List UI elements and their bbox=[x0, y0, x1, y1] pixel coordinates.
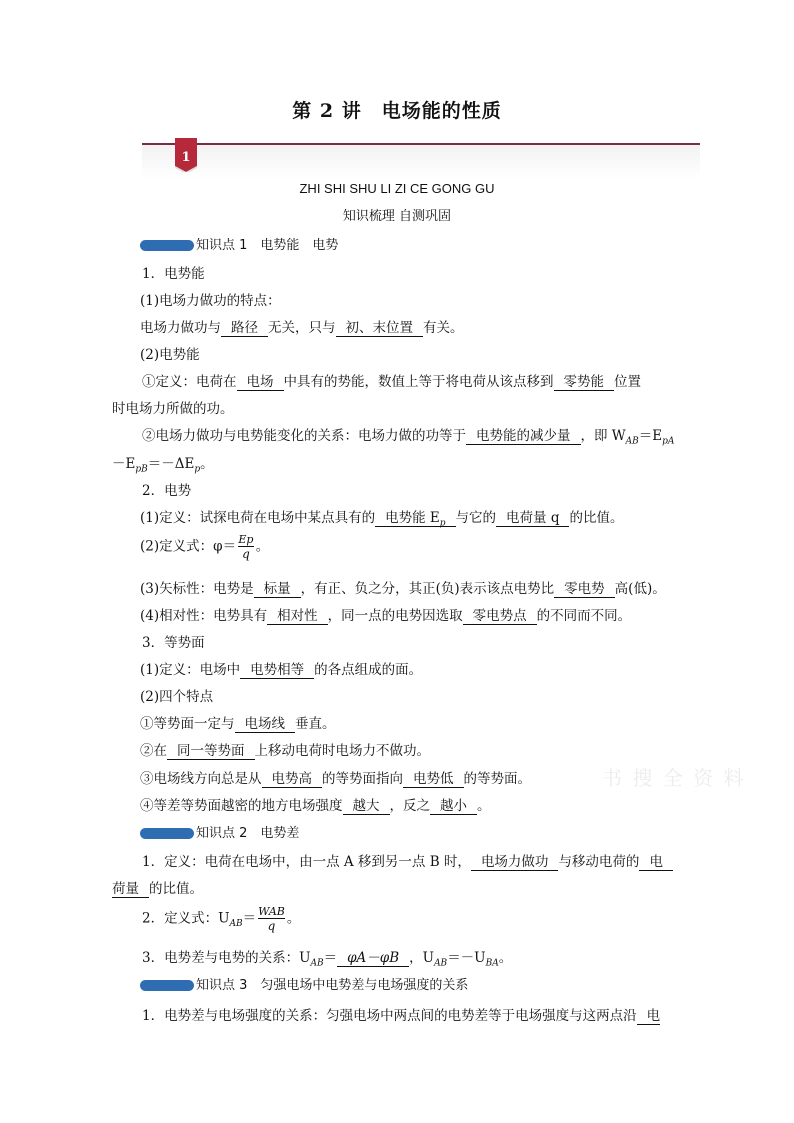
fraction: $\frac{\text{WAB}}{q}$ bbox=[258, 905, 285, 933]
kp1-s1-b2: ②电场力做功与电势能变化的关系：电场力做的功等于 电势能的减少量 ，即 $W_{AB}=E_{pA}$ bbox=[142, 428, 675, 447]
blank-answer: 标量 bbox=[254, 581, 301, 598]
blank-answer: 电势能的减少量 bbox=[466, 428, 581, 445]
blank-answer: 路径 bbox=[221, 320, 268, 337]
kp1-s2-a: (1)定义：试探电荷在电场中某点具有的 电势能 $E_p$ 与它的 电荷量 q 的比值。 bbox=[140, 510, 624, 529]
kp1-s3-b: (2)四个特点 bbox=[140, 689, 214, 705]
kp1-s2-d: (4)相对性：电势具有 相对性 ，同一点的电势因选取 零电势点 的不同而不同。 bbox=[140, 608, 632, 624]
kp1-s1-b: (2)电势能 bbox=[140, 347, 200, 363]
blank-answer: 越小 bbox=[430, 798, 477, 815]
pill-marker-icon bbox=[140, 980, 194, 991]
kp1-s3-a: (1)定义：电场中 电势相等 的各点组成的面。 bbox=[140, 662, 423, 678]
section-number: 1 bbox=[181, 150, 191, 165]
kp1-s1-title: 1．电势能 bbox=[142, 266, 205, 282]
blank-answer: 同一等势面 bbox=[167, 743, 255, 760]
blank-answer: 电荷量 q bbox=[496, 510, 569, 527]
kp2-heading: 知识点 2 电势差 bbox=[196, 826, 300, 841]
kp1-s3-b1: ①等势面一定与 电场线 垂直。 bbox=[140, 716, 336, 732]
page-title: 第 2 讲 电场能的性质 bbox=[292, 100, 502, 122]
blank-answer: 电势高 bbox=[262, 771, 323, 788]
section-subtitle: 知识梳理 自测巩固 bbox=[342, 209, 452, 224]
blank-answer: 电势低 bbox=[403, 771, 464, 788]
blank-answer: 相对性 bbox=[267, 608, 328, 625]
blank-answer: 越大 bbox=[343, 798, 390, 815]
header-rule bbox=[142, 143, 700, 145]
pill-marker-icon bbox=[140, 828, 194, 839]
blank-answer: 电 bbox=[637, 1008, 661, 1025]
fraction: $\frac{Ep}{q}$ bbox=[238, 533, 254, 561]
kp1-s1-b1-cont: 时电场力所做的功。 bbox=[112, 401, 234, 417]
kp1-s1-b2-cont: $-E_{pB}=-\Delta E_p$。 bbox=[112, 456, 214, 475]
blank-answer: 电场 bbox=[237, 374, 284, 391]
kp2-heading-row bbox=[140, 822, 299, 841]
kp1-s1-a1: 电场力做功与 路径 无关，只与 初、末位置 有关。 bbox=[140, 320, 464, 336]
blank-answer: 零电势点 bbox=[463, 608, 537, 625]
blank-answer: φA－φB bbox=[337, 950, 409, 967]
kp1-heading: 知识点 1 电势能 电势 bbox=[196, 238, 339, 253]
blank-answer: 电场力做功 bbox=[471, 854, 559, 871]
kp1-s3-b4: ④等差等势面越密的地方电场强度 越大 ，反之 越小 。 bbox=[140, 798, 491, 814]
blank-answer: 初、末位置 bbox=[336, 320, 424, 337]
blank-answer: 荷量 bbox=[112, 881, 149, 898]
kp2-s1-cont: 荷量 的比值。 bbox=[112, 881, 203, 897]
kp3-s1: 1．电势差与电场强度的关系：匀强电场中两点间的电势差等于电场强度与这两点沿 电 bbox=[142, 1008, 661, 1024]
kp2-s1: 1．定义：电荷在电场中，由一点 A 移到另一点 B 时， 电场力做功 与移动电荷的 电 bbox=[142, 850, 673, 870]
watermark-logo: 书 搜 全 资 料 bbox=[602, 766, 746, 790]
kp3-heading: 知识点 3 匀强电场中电势差与电场强度的关系 bbox=[196, 978, 469, 993]
kp1-s3-b3: ③电场线方向总是从 电势高 的等势面指向 电势低 的等势面。 bbox=[140, 771, 531, 787]
header-band bbox=[142, 143, 700, 179]
pinyin-subtitle: ZHI SHI SHU LI ZI CE GONG GU bbox=[299, 181, 495, 196]
blank-answer: 电 bbox=[639, 854, 673, 871]
kp1-s2-b: (2)定义式：φ＝ $\frac{Ep}{q}$ 。 bbox=[140, 533, 270, 561]
kp1-s3-title: 3．等势面 bbox=[142, 635, 205, 651]
pill-marker-icon bbox=[140, 240, 194, 251]
blank-answer: 电势相等 bbox=[240, 662, 314, 679]
kp2-s3: 3．电势差与电势的关系：$U_{AB}= \varphi A-\varphi B$ ，$U_{AB}=-U_{BA}$。 bbox=[142, 950, 513, 969]
blank-answer: 零势能 bbox=[554, 374, 615, 391]
blank-answer: 零电势 bbox=[554, 581, 615, 598]
kp1-s2-c: (3)矢标性：电势是 标量 ，有正、负之分，其正(负)表示该点电势比 零电势 高(低)。 bbox=[140, 581, 666, 597]
kp1-heading-row bbox=[140, 234, 338, 253]
blank-answer: 电场线 bbox=[235, 716, 296, 733]
kp3-heading-row bbox=[140, 974, 468, 993]
kp1-s1-b1: ①定义：电荷在 电场 中具有的势能，数值上等于将电荷从该点移到 零势能 位置 bbox=[142, 374, 641, 390]
blank-answer: 电势能 $E_p$ bbox=[375, 510, 455, 527]
kp1-s1-a: (1)电场力做功的特点： bbox=[140, 293, 281, 309]
kp1-s2-title: 2．电势 bbox=[142, 483, 192, 499]
kp1-s3-b2: ②在 同一等势面 上移动电荷时电场力不做功。 bbox=[140, 743, 430, 759]
kp2-s2: 2．定义式：$U_{AB}=$ $\frac{\text{WAB}}{q}$ 。 bbox=[142, 905, 301, 933]
